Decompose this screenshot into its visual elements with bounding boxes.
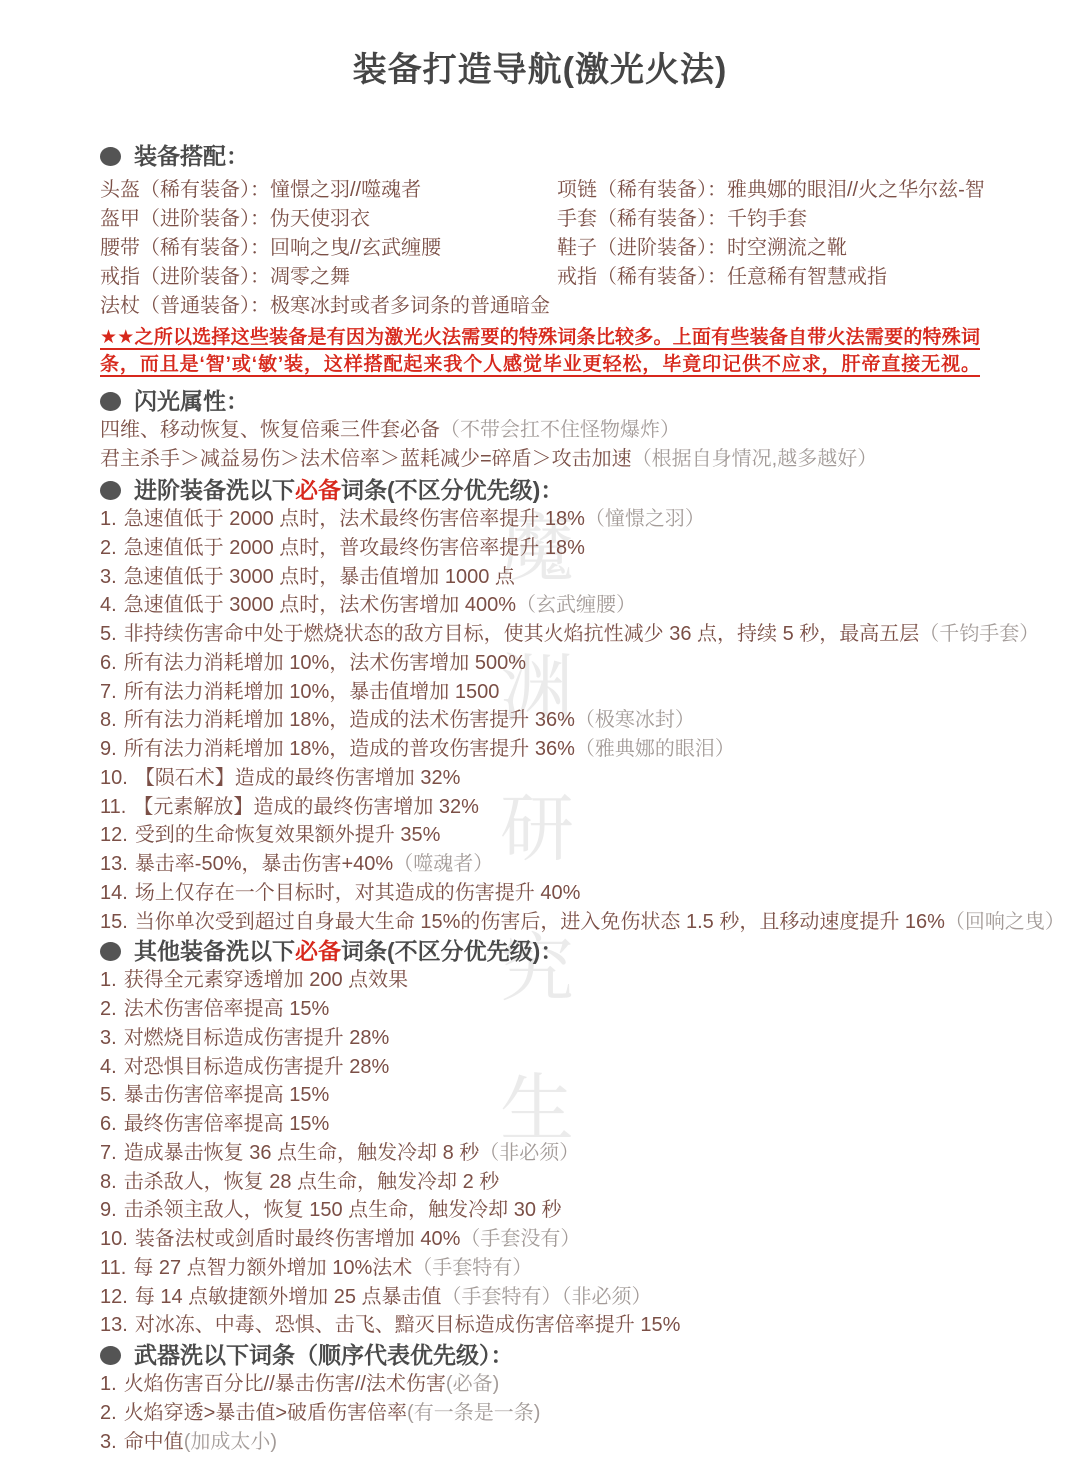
list-item-number: 5.: [100, 623, 117, 645]
list-item: [100, 1024, 980, 1053]
list-item-text: 命中值: [123, 1430, 184, 1453]
list-item-number: 11.: [100, 1256, 127, 1279]
list-item-text: 获得全元素穿透增加 200 点效果: [123, 969, 409, 992]
list-item-text: 对恐惧目标造成伤害提升 28%: [123, 1055, 390, 1078]
list-item: [100, 706, 980, 735]
list-item-text: 造成暴击恢复 36 点生命，触发冷却 8 秒: [123, 1141, 480, 1164]
list-item-note: （手套特有）（非必须）: [441, 1285, 652, 1308]
list-item-text: 急速值低于 3000 点时，法术伤害增加 400%: [123, 594, 517, 617]
list-item-text: 非持续伤害命中处于燃烧状态的敌方目标，使其火焰抗性减少 36 点，持续 5 秒，最高五层: [123, 623, 920, 645]
list-item-number: 8.: [100, 709, 117, 732]
list-item-number: 6.: [100, 1113, 117, 1135]
list-item: [100, 563, 980, 592]
section-header-gear: [100, 141, 980, 171]
list-item-note: （雅典娜的眼泪）: [574, 738, 735, 760]
watermark-char: 渊: [500, 647, 574, 730]
watermark-char: 研: [500, 787, 574, 870]
advanced-affix-list: [100, 505, 1065, 936]
list-item: [100, 764, 980, 793]
bullet-icon: [100, 942, 121, 961]
other-affix-list: [100, 966, 980, 1340]
section-header-flash-label: 闪光属性：: [134, 388, 249, 414]
list-item-number: 13.: [100, 1314, 128, 1337]
list-item: [100, 879, 980, 908]
list-item: [100, 1428, 980, 1457]
list-item: [100, 678, 980, 707]
list-item: [100, 1254, 980, 1283]
section-header-other-pre: 其他装备洗以下: [134, 938, 295, 965]
list-item: [100, 1081, 980, 1110]
list-item: [100, 793, 980, 822]
list-item: [100, 1399, 980, 1428]
gear-slot-right: 项链（稀有装备）：雅典娜的眼泪//火之华尔兹-智: [557, 179, 985, 201]
list-item-text: 火焰穿透>暴击值>破盾伤害倍率: [123, 1401, 408, 1424]
list-item: [100, 1283, 980, 1312]
list-item-text: 急速值低于 2000 点时，法术最终伤害倍率提升 18%: [123, 508, 585, 530]
list-item-text: 所有法力消耗增加 18%，造成的普攻伤害提升 36%: [123, 738, 575, 760]
gear-slot-left: 头盔（稀有装备）：憧憬之羽//噬魂者: [100, 179, 422, 201]
watermark-char: 究: [500, 927, 574, 1010]
list-item-number: 14.: [100, 881, 128, 904]
section-header-advanced-pre: 进阶装备洗以下: [134, 477, 295, 503]
gear-row: [100, 292, 980, 321]
section-header-advanced-post: 词条(不区分优先级)：: [341, 477, 564, 503]
gear-slot-left: 腰带（稀有装备）：回响之曳//玄武缠腰: [100, 237, 442, 259]
list-item-number: 3.: [100, 565, 117, 588]
list-item-text: 每 14 点敏捷额外增加 25 点暴击值: [134, 1285, 442, 1308]
list-item-number: 9.: [100, 738, 117, 760]
watermark-char: 魔: [500, 507, 574, 590]
gear-row: [100, 205, 980, 234]
list-item-text: 最终伤害倍率提高 15%: [123, 1113, 330, 1135]
section-header-other: [100, 936, 980, 966]
list-item-text: 对燃烧目标造成伤害提升 28%: [123, 1026, 390, 1049]
section-header-flash: [100, 386, 980, 416]
list-item: [100, 649, 980, 678]
list-item: [100, 995, 980, 1024]
list-item-number: 11.: [100, 795, 127, 818]
flash-line: [100, 445, 980, 474]
gear-slot-left: 盔甲（进阶装备）：伪天使羽衣: [100, 208, 370, 230]
list-item-number: 9.: [100, 1199, 117, 1222]
list-item: [100, 620, 1040, 649]
list-item-number: 4.: [100, 1055, 117, 1078]
list-item: [100, 908, 1065, 937]
list-item-number: 2.: [100, 998, 117, 1020]
list-item-text: 【陨石术】造成的最终伤害增加 32%: [134, 766, 461, 789]
list-item-number: 1.: [100, 508, 117, 530]
list-item-text: 所有法力消耗增加 18%，造成的法术伤害提升 36%: [123, 709, 575, 732]
list-item-text: 暴击伤害倍率提高 15%: [123, 1084, 330, 1107]
list-item-number: 7.: [100, 1141, 117, 1164]
section-header-advanced: [100, 475, 980, 505]
gear-row: [100, 234, 980, 263]
page-title: 装备打造导航(激光火法): [352, 51, 728, 89]
list-item-text: 火焰伤害百分比//暴击伤害//法术伤害: [123, 1373, 446, 1395]
section-header-other-em: 必备: [295, 938, 341, 965]
list-item: [100, 821, 980, 850]
list-item-text: 暴击率-50%，暴击伤害+40%: [134, 853, 394, 875]
list-item: [100, 1370, 980, 1399]
warning-text: ★★之所以选择这些装备是有因为激光火法需要的特殊词条比较多。上面有些装备自带火法需要的特殊词条，而且是‘智’或‘敏’装，这样搭配起来我个人感觉毕业更轻松，毕竟印记供不应求，肝帝直接无视。: [100, 327, 980, 375]
list-item-number: 12.: [100, 824, 128, 847]
section-header-other-post: 词条(不区分优先级)：: [341, 938, 564, 965]
list-item: [100, 1196, 980, 1225]
list-item-number: 4.: [100, 594, 117, 617]
list-item-number: 15.: [100, 910, 128, 933]
gear-slot-right: 鞋子（进阶装备）：时空溯流之靴: [557, 237, 847, 259]
list-item-note: （手套特有）: [412, 1256, 533, 1279]
list-item-note: （极寒冰封）: [574, 709, 695, 732]
list-item-note: （手套没有）: [460, 1228, 581, 1250]
gear-row: [100, 176, 985, 205]
flash-line: [100, 416, 980, 445]
list-item-text: 急速值低于 3000 点时，暴击值增加 1000 点: [123, 565, 515, 588]
list-item-number: 3.: [100, 1430, 117, 1453]
list-item: [100, 1311, 980, 1340]
list-item-number: 10.: [100, 1228, 128, 1250]
list-item-number: 5.: [100, 1084, 117, 1107]
gear-slot-right: 戒指（稀有装备）：任意稀有智慧戒指: [557, 266, 887, 288]
list-item-text: 对冰冻、中毒、恐惧、击飞、黯灭目标造成伤害倍率提升 15%: [134, 1314, 681, 1337]
list-item-note: （憧憬之羽）: [584, 508, 705, 530]
gear-slot-right: [557, 292, 980, 321]
list-item-text: 受到的生命恢复效果额外提升 35%: [134, 824, 441, 847]
gear-slot-left: 戒指（进阶装备）：凋零之舞: [100, 266, 350, 288]
list-item-text: 击杀敌人，恢复 28 点生命，触发冷却 2 秒: [123, 1170, 500, 1193]
bullet-icon: [100, 1346, 121, 1365]
list-item-text: 所有法力消耗增加 10%，法术伤害增加 500%: [123, 651, 526, 674]
section-header-gear-label: 装备搭配：: [134, 143, 249, 169]
list-item: [100, 1225, 980, 1254]
section-header-advanced-em: 必备: [295, 477, 341, 503]
list-item-note: （噬魂者）: [393, 853, 494, 875]
watermark-char: 生: [500, 1067, 574, 1150]
list-item-note: (有一条是一条): [407, 1401, 541, 1424]
gear-slot-left: 法杖（普通装备）：极寒冰封或者多词条的普通暗金: [100, 295, 550, 317]
list-item-number: 12.: [100, 1285, 128, 1308]
weapon-affix-list: [100, 1370, 980, 1456]
list-item-text: 所有法力消耗增加 10%，暴击值增加 1500: [123, 680, 500, 703]
gear-list: [100, 176, 985, 321]
flash-line-note: （根据自身情况,越多越好）: [631, 448, 878, 470]
list-item-number: 13.: [100, 853, 128, 875]
flash-line-main: 四维、移动恢复、恢复倍乘三件套必备: [100, 419, 440, 441]
section-header-weapon-label: 武器洗以下词条（顺序代表优先级）：: [134, 1342, 514, 1368]
list-item-number: 7.: [100, 680, 117, 703]
bullet-icon: [100, 147, 121, 166]
list-item: [100, 966, 980, 995]
list-item-note: （回响之曳）: [944, 910, 1065, 933]
list-item-note: （千钧手套）: [919, 623, 1040, 645]
bullet-icon: [100, 392, 121, 411]
flash-line-note: （不带会扛不住怪物爆炸）: [440, 419, 680, 441]
list-item: [100, 1168, 980, 1197]
list-item-text: 每 27 点智力额外增加 10%法术: [133, 1256, 413, 1279]
list-item-number: 2.: [100, 1401, 117, 1424]
list-item: [100, 534, 980, 563]
list-item-number: 6.: [100, 651, 117, 674]
gear-row: [100, 263, 980, 292]
list-item: [100, 1110, 980, 1139]
section-header-weapon: [100, 1340, 980, 1370]
list-item-note: （玄武缠腰）: [516, 594, 637, 617]
list-item-number: 3.: [100, 1026, 117, 1049]
bullet-icon: [100, 481, 121, 500]
list-item-text: 【元素解放】造成的最终伤害增加 32%: [133, 795, 479, 818]
list-item-number: 1.: [100, 969, 117, 992]
list-item: [100, 1053, 980, 1082]
list-item-text: 装备法杖或剑盾时最终伤害增加 40%: [134, 1228, 461, 1250]
document-content: [0, 46, 1080, 1456]
list-item-number: 10.: [100, 766, 128, 789]
list-item-note: (必备): [445, 1373, 500, 1395]
list-item-text: 场上仅存在一个目标时，对其造成的伤害提升 40%: [134, 881, 581, 904]
gear-slot-right: 手套（稀有装备）：千钧手套: [557, 208, 807, 230]
list-item: [100, 505, 980, 534]
list-item: [100, 591, 980, 620]
list-item-number: 2.: [100, 536, 117, 559]
list-item-text: 击杀领主敌人，恢复 150 点生命，触发冷却 30 秒: [123, 1199, 562, 1222]
list-item: [100, 850, 980, 879]
list-item-number: 8.: [100, 1170, 117, 1193]
list-item: [100, 1139, 980, 1168]
list-item-note: （非必须）: [479, 1141, 580, 1164]
list-item-note: (加成太小): [183, 1430, 278, 1453]
list-item-text: 法术伤害倍率提高 15%: [123, 998, 330, 1020]
list-item-text: 当你单次受到超过自身最大生命 15%的伤害后，进入免伤状态 1.5 秒，且移动速度提升 16%: [134, 910, 945, 933]
list-item-text: 急速值低于 2000 点时，普攻最终伤害倍率提升 18%: [123, 536, 585, 559]
list-item-number: 1.: [100, 1373, 117, 1395]
list-item: [100, 735, 980, 764]
flash-line-main: 君主杀手＞减益易伤＞法术倍率＞蓝耗减少=碎盾＞攻击加速: [100, 448, 632, 470]
